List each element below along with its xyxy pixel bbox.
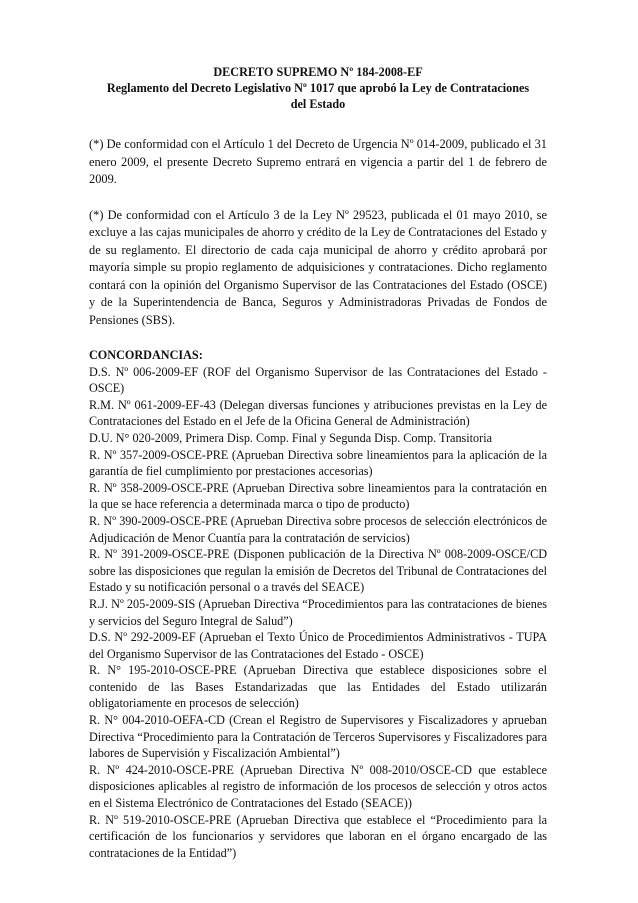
concordancia-item: D.S. Nº 006-2009-EF (ROF del Organismo Supervisor de las Contrataciones del Estado - OSCE) <box>89 364 547 396</box>
concordancia-item: R. Nº 519-2010-OSCE-PRE (Aprueban Directiva que establece el “Procedimiento para la certificación de los funcionarios y servidores que laboran en el órgano encargado de las contrataciones de la Entidad”) <box>89 812 547 860</box>
concordancia-item: R. N° 195-2010-OSCE-PRE (Aprueban Directiva que establece disposiciones sobre el contenido de las Bases Estandarizadas que las Entidades del Estado utilizarán obligatoriamente en procesos de selección) <box>89 663 547 711</box>
title-subject-line2: del Estado <box>290 97 346 111</box>
title-decree: DECRETO SUPREMO Nº 184-2008-EF <box>213 65 423 79</box>
title-subject-line1: Reglamento del Decreto Legislativo Nº 1017 que aprobó la Ley de Contrataciones <box>106 81 530 95</box>
note-paragraph: (*) De conformidad con el Artículo 3 de la Ley Nº 29523, publicada el 01 mayo 2010, se excluye a las cajas municipales de ahorro y crédito de la Ley de Contrataciones del Estado y de su reglamento. El directorio de cada caja municipal de ahorro y crédito aprobará por mayoría simple su propio reglamento de adquisiciones y contrataciones. Dicho reglamento contará con la opinión del Organismo Supervisor de las Contrataciones del Estado (OSCE) y de la Superintendencia de Banca, Seguros y Administradoras Privadas de Fondos de Pensiones (SBS). <box>89 207 547 327</box>
document-title <box>89 64 547 112</box>
concordancia-item: R. Nº 390-2009-OSCE-PRE (Aprueban Directiva sobre procesos de selección electrónicos de Adjudicación de Menor Cuantía para la contratación de servicios) <box>89 513 547 545</box>
concordancia-item: D.U. N° 020-2009, Primera Disp. Comp. Final y Segunda Disp. Comp. Transitoria <box>89 430 492 445</box>
concordancia-item: R.J. Nº 205-2009-SIS (Aprueban Directiva “Procedimientos para las contrataciones de bienes y servicios del Seguro Integral de Salud”) <box>89 596 547 628</box>
concordancia-item: R. Nº 358-2009-OSCE-PRE (Aprueban Directiva sobre lineamientos para la contratación en la que se hace referencia a determinada marca o tipo de producto) <box>89 480 547 512</box>
concordancia-item: R. Nº 424-2010-OSCE-PRE (Aprueban Directiva Nº 008-2010/OSCE-CD que establece disposiciones aplicables al registro de información de los procesos de selección y otros actos en el Sistema Electrónico de Contrataciones del Estado (SEACE)) <box>89 762 547 811</box>
note-paragraph: (*) De conformidad con el Artículo 1 del Decreto de Urgencia Nº 014-2009, publicado el 31 enero 2009, el presente Decreto Supremo entrará en vigencia a partir del 1 de febrero de 2009. <box>89 137 547 186</box>
concordancia-item: R. Nº 391-2009-OSCE-PRE (Disponen publicación de la Directiva Nº 008-2009-OSCE/CD sobre las disposiciones que regulan la emisión de Decretos del Tribunal de Contrataciones del Estado y su notificación personal o a través del SEACE) <box>89 547 547 595</box>
concordancias-heading: CONCORDANCIAS: <box>89 348 203 362</box>
concordancia-item: R. N° 004-2010-OEFA-CD (Crean el Registro de Supervisores y Fiscalizadores y aprueban Directiva “Procedimiento para la Contratación de Terceros Supervisores y Fiscalizadores para labores de Supervisión y Fiscalización Ambiental”) <box>89 713 547 761</box>
concordancia-item: R.M. Nº 061-2009-EF-43 (Delegan diversas funciones y atribuciones previstas en la Ley de Contrataciones del Estado en el Jefe de la Oficina General de Administración) <box>89 397 547 429</box>
concordancia-item: R. Nº 357-2009-OSCE-PRE (Aprueban Directiva sobre lineamientos para la aplicación de la garantía de fiel cumplimiento por prestaciones accesorias) <box>89 447 547 479</box>
concordancia-item: D.S. Nº 292-2009-EF (Aprueban el Texto Único de Procedimientos Administrativos - TUPA del Organismo Supervisor de las Contrataciones del Estado - OSCE) <box>89 630 547 661</box>
concordancias-section <box>89 347 547 861</box>
document-page <box>89 64 547 861</box>
